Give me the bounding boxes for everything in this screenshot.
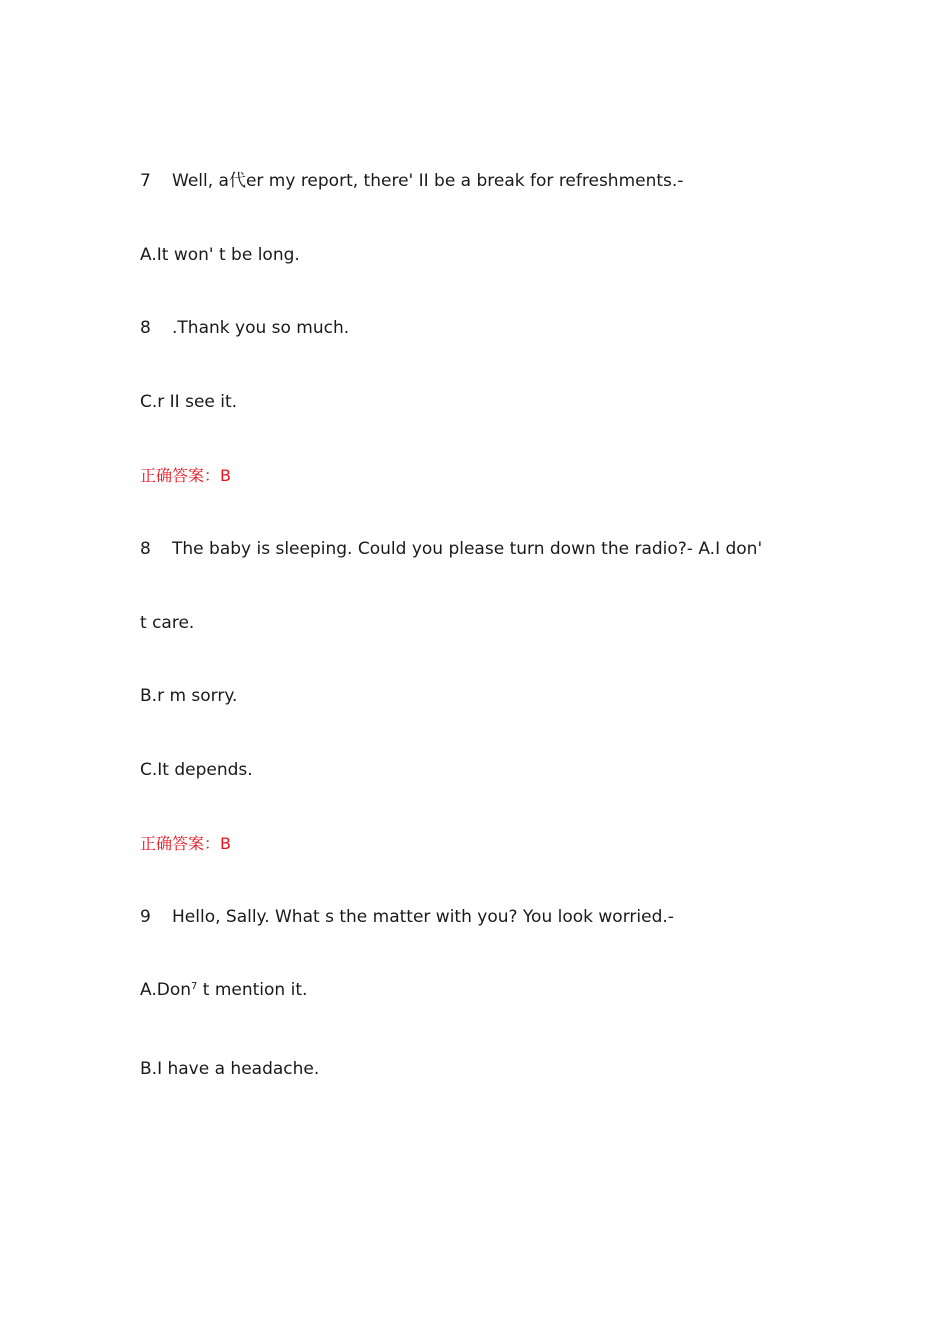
question-7-answer: 正确答案：B — [140, 466, 231, 485]
question-7-option-a: A.It won' t be long. — [140, 245, 300, 265]
question-8-option-b: B.r m sorry. — [140, 686, 238, 706]
question-number: 9 — [140, 907, 151, 927]
question-number: 7 — [140, 171, 151, 191]
option-number: 8 — [140, 318, 151, 338]
question-text: Hello, Sally. What s the matter with you? You look worried.- — [172, 907, 674, 927]
option-text-start: A.Don — [140, 980, 191, 1000]
option-text-end: t mention it. — [197, 980, 308, 1000]
question-text: The baby is sleeping. Could you please turn down the radio?- A.I don' — [172, 539, 763, 559]
question-9-prompt — [140, 906, 674, 928]
question-8-option-c: C.It depends. — [140, 760, 253, 780]
question-8-prompt — [140, 538, 762, 560]
question-7-option-c: C.r II see it. — [140, 392, 238, 412]
question-number: 8 — [140, 539, 151, 559]
question-7-prompt — [140, 170, 683, 192]
option-text: .Thank you so much. — [172, 318, 350, 338]
question-7-option-b — [140, 317, 349, 339]
question-text: Well, a代er my report, there' II be a break for refreshments.- — [172, 171, 684, 191]
question-9-option-a — [140, 979, 307, 1001]
question-9-option-b: B.I have a headache. — [140, 1059, 320, 1079]
question-8-prompt-continued: t care. — [140, 613, 195, 633]
superscript-mark: 7 — [191, 981, 198, 992]
question-8-answer: 正确答案：B — [140, 834, 231, 853]
